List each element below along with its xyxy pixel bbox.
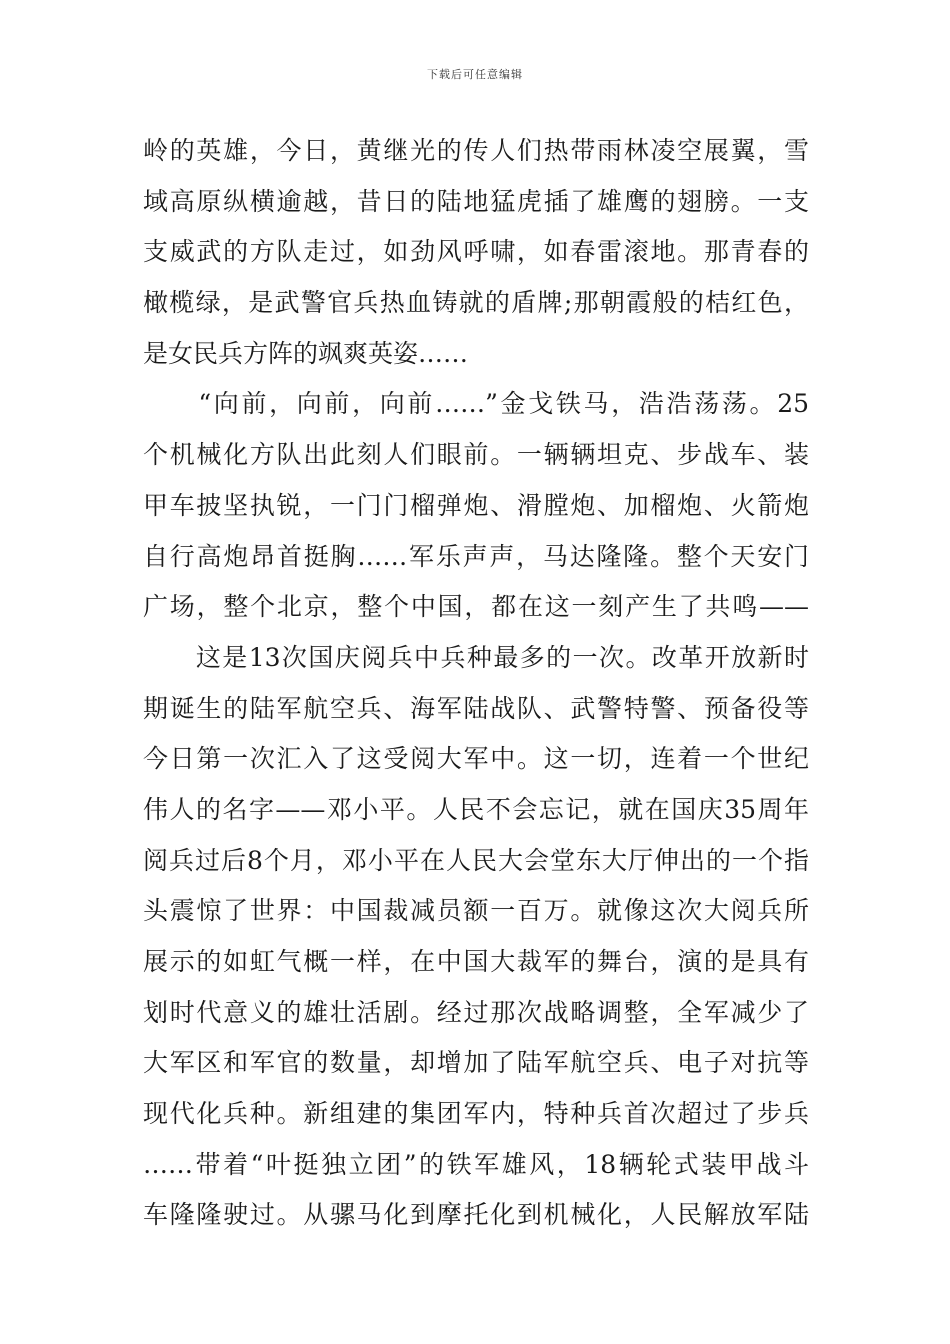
text-line: 个机械化方队出此刻人们眼前。一辆辆坦克、步战车、装 xyxy=(143,440,809,470)
text-line: 大军区和军官的数量，却增加了陆军航空兵、电子对抗等 xyxy=(143,1048,809,1078)
text-line: 广场，整个北京，整个中国，都在这一刻产生了共鸣—— xyxy=(143,592,809,622)
text-line: 车隆隆驶过。从骡马化到摩托化到机械化，人民解放军陆 xyxy=(143,1200,809,1230)
text-line: 支威武的方队走过，如劲风呼啸，如春雷滚地。那青春的 xyxy=(143,237,809,267)
text-line: “向前，向前，向前……”金戈铁马，浩浩荡荡。25 xyxy=(143,389,809,419)
text-line: 展示的如虹气概一样，在中国大裁军的舞台，演的是具有 xyxy=(143,947,809,976)
text-line: 这是13次国庆阅兵中兵种最多的一次。改革开放新时 xyxy=(143,642,809,672)
text-line: ……带着“叶挺独立团”的铁军雄风，18辆轮式装甲战斗 xyxy=(143,1149,809,1179)
document-body xyxy=(143,126,809,1241)
text-line: 今日第一次汇入了这受阅大军中。这一切，连着一个世纪 xyxy=(143,744,809,774)
text-line: 划时代意义的雄壮活剧。经过那次战略调整，全军减少了 xyxy=(143,997,809,1027)
text-line: 头震惊了世界：中国裁减员额一百万。就像这次大阅兵所 xyxy=(143,896,809,926)
text-line: 伟人的名字——邓小平。人民不会忘记，就在国庆35周年 xyxy=(143,794,809,824)
text-line: 自行高炮昂首挺胸……军乐声声，马达隆隆。整个天安门 xyxy=(143,541,809,571)
text-line: 期诞生的陆军航空兵、海军陆战队、武警特警、预备役等 xyxy=(143,693,809,723)
text-line: 是女民兵方阵的飒爽英姿…… xyxy=(143,338,469,368)
text-line: 现代化兵种。新组建的集团军内，特种兵首次超过了步兵 xyxy=(143,1099,809,1129)
text-line: 阅兵过后8个月，邓小平在人民大会堂东大厅伸出的一个指 xyxy=(143,845,809,875)
page-header: 下载后可任意编辑 xyxy=(427,68,523,81)
text-line: 甲车披坚执锐，一门门榴弹炮、滑膛炮、加榴炮、火箭炮 xyxy=(143,490,809,520)
text-line: 岭的英雄，今日，黄继光的传人们热带雨林凌空展翼，雪 xyxy=(143,136,809,165)
text-line: 橄榄绿，是武警官兵热血铸就的盾牌;那朝霞般的桔红色， xyxy=(143,288,809,318)
text-line: 域高原纵横逾越，昔日的陆地猛虎插了雄鹰的翅膀。一支 xyxy=(143,186,809,216)
